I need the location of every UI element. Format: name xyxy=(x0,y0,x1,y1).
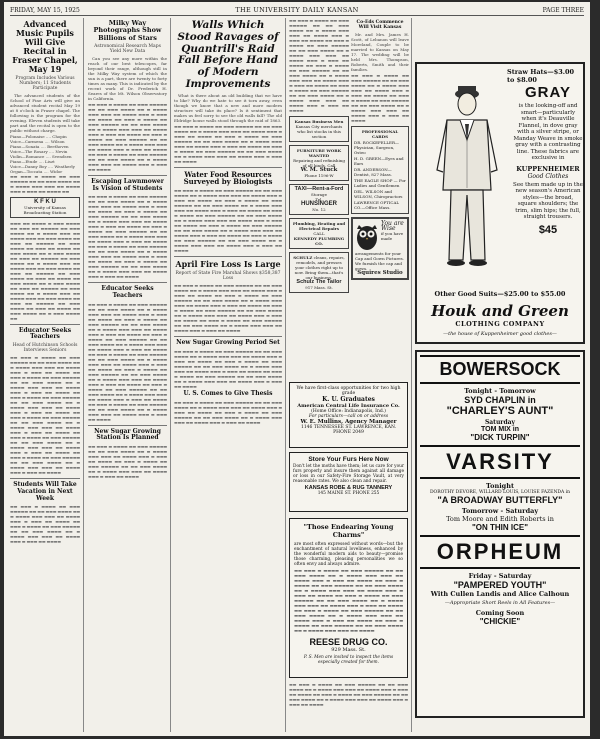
kfku-title: K F K U xyxy=(34,198,56,205)
professional-card: DR. ANDERSON—Dentist, 827 Mass. xyxy=(354,167,393,178)
filler-text: ▬▬ ▬▬▬ ▬ ▬▬▬▬ ▬▬ ▬▬▬ ▬▬▬▬▬ ▬▬ ▬▬ ▬▬▬ ▬▬▬▬ ▬▬ ▬ ▬▬▬▬ ▬▬▬ ▬▬▬ ▬▬ ▬▬▬▬ ▬▬▬ ▬ ▬▬▬ ▬▬ ▬▬▬▬ ▬▬ ▬▬▬ ▬ ▬▬▬▬ ▬▬ ▬▬▬ ▬▬▬▬▬ ▬▬ ▬▬ ▬▬▬ ▬▬▬▬ ▬▬ ▬ ▬▬▬▬ ▬▬▬ ▬▬▬ ▬▬ ▬▬▬▬ ▬▬▬ ▬ ▬▬▬ ▬▬ ▬▬▬▬ xyxy=(351,73,409,124)
column-rule xyxy=(411,18,412,732)
kuppenheimer-brand: KUPPENHEIMER xyxy=(516,164,580,173)
gray-headline: GRAY xyxy=(525,84,571,101)
theatre-ad: BOWERSOCK Tonight - Tomorrow SYD CHAPLIN in "CHARLEY'S AUNT" Saturday TOM MIX in "DICK TURPIN" VARSITY Tonight DOROTHY DEVORE, WILLARD LOUIS, LOUISE FAZENDA in "A BROADWAY BUTTERFLY" Tomorrow - Saturday Tom Moore and Edith Roberts in "ON THIN ICE" ORPHEUM Friday - Saturday "PAMPERED YOUTH" With Cullen Landis and Alice Calhoun —Appropriate Short Reels in All Features— Coming Soon "CHICKIE" xyxy=(415,350,585,718)
filler-text: ▬▬ ▬▬▬ ▬ ▬▬▬▬ ▬▬ ▬▬▬ ▬▬▬▬▬ ▬▬ ▬▬ ▬▬▬ ▬▬▬▬ ▬▬ ▬ ▬▬▬▬ ▬▬▬ ▬▬▬ ▬▬ ▬▬▬▬ ▬▬▬ ▬ ▬▬▬ ▬▬ ▬▬▬▬ ▬▬ ▬▬▬ ▬ ▬▬▬▬ ▬▬ ▬▬▬ ▬▬▬▬▬ ▬▬ ▬▬ ▬▬▬ ▬▬▬▬ ▬▬ ▬ ▬▬▬▬ ▬▬▬ ▬▬▬ ▬▬ ▬▬▬▬ ▬▬▬ ▬ ▬▬▬ ▬▬ ▬▬▬▬ ▬▬ ▬▬▬ ▬ ▬▬▬▬ ▬▬ ▬▬▬ ▬▬▬▬▬ ▬▬ ▬▬ ▬▬▬ ▬▬▬▬ ▬▬ ▬ ▬▬▬▬ ▬▬▬ ▬▬▬ ▬▬ ▬▬▬▬ ▬▬▬ ▬ ▬▬▬ ▬▬ ▬▬▬▬ ▬▬ ▬▬▬ ▬ ▬▬▬▬ ▬▬ ▬▬▬ ▬▬▬▬▬ ▬▬ ▬▬ ▬▬▬ ▬▬▬▬ ▬▬ ▬ ▬▬▬▬ ▬▬▬ ▬▬▬ ▬▬ ▬▬▬▬ ▬▬▬ ▬ ▬▬▬ ▬▬ ▬▬▬▬ ▬▬ ▬▬▬ ▬ ▬▬▬▬ ▬▬ ▬▬▬ ▬▬▬▬▬ ▬▬ ▬▬ ▬▬▬ ▬▬▬▬ ▬▬ ▬ ▬▬▬▬ ▬▬▬ ▬▬▬ ▬▬ ▬▬▬▬ ▬▬▬ ▬ ▬▬▬ ▬▬ ▬▬▬▬ xyxy=(174,188,282,254)
reese-drug-ad: "Those Endearing Young Charms" are most often expressed without words—but the enchantment of natural loveliness, enhanced by the wonderful modern aids to beauty—promise those charming, pleasing personalities we so often envy and always admire. ▬▬ ▬▬▬ ▬ ▬▬▬▬ ▬▬ ▬▬▬ ▬▬▬▬▬ ▬▬ ▬▬ ▬▬▬ ▬▬▬▬ ▬▬ ▬ ▬▬▬▬ ▬▬▬ ▬▬▬ ▬▬ ▬▬▬▬ ▬▬▬ ▬ ▬▬▬ ▬▬ ▬▬▬▬ ▬▬ ▬▬▬ ▬ ▬▬▬▬ ▬▬ ▬▬▬ ▬▬▬▬▬ ▬▬ ▬▬ ▬▬▬ ▬▬▬▬ ▬▬ ▬ ▬▬▬▬ ▬▬▬ ▬▬▬ ▬▬ ▬▬▬▬ ▬▬▬ ▬ ▬▬▬ ▬▬ ▬▬▬▬ ▬▬ ▬▬▬ ▬ ▬▬▬▬ ▬▬ ▬▬▬ ▬▬▬▬▬ ▬▬ ▬▬ ▬▬▬ ▬▬▬▬ ▬▬ ▬ ▬▬▬▬ ▬▬▬ ▬▬▬ ▬▬ ▬▬▬▬ ▬▬▬ ▬ ▬▬▬ ▬▬ ▬▬▬▬ ▬▬ ▬▬▬ ▬ ▬▬▬▬ ▬▬ ▬▬▬ ▬▬▬▬▬ ▬▬ ▬▬ ▬▬▬ ▬▬▬▬ ▬▬ ▬ ▬▬▬▬ ▬▬▬ ▬▬▬ ▬▬ ▬▬▬▬ ▬▬▬ ▬ ▬▬▬ ▬▬ ▬▬▬▬ ▬▬ ▬▬▬ ▬ ▬▬▬▬ ▬▬ ▬▬▬ ▬▬▬▬▬ ▬▬ ▬▬ ▬▬▬ ▬▬▬▬ ▬▬ ▬ ▬▬▬▬ ▬▬▬ ▬▬▬ ▬▬ ▬▬▬▬ REESE DRUG CO. 929 Mass. St. P. S. Men are invited to inspect the items especially created for them. xyxy=(289,518,408,678)
filler-text: ▬▬ ▬▬▬ ▬ ▬▬▬▬ ▬▬ ▬▬▬ ▬▬▬▬▬ ▬▬ ▬▬ ▬▬▬ ▬▬▬▬ ▬▬ ▬ ▬▬▬▬ ▬▬▬ ▬▬▬ ▬▬ ▬▬▬▬ ▬▬▬ ▬ ▬▬▬ ▬▬ ▬▬▬▬ ▬▬ ▬▬▬ ▬ ▬▬▬▬ ▬▬ ▬▬▬ ▬▬▬▬▬ ▬▬ ▬▬ ▬▬▬ ▬▬▬▬ ▬▬ ▬ ▬▬▬▬ ▬▬▬ ▬▬▬ ▬▬ ▬▬▬▬ ▬▬▬ ▬ ▬▬▬ ▬▬ ▬▬▬▬ ▬▬ ▬▬▬ ▬ ▬▬▬▬ ▬▬ ▬▬▬ ▬▬▬▬▬ ▬▬ ▬▬ ▬▬▬ ▬▬▬▬ ▬▬ ▬ ▬▬▬▬ ▬▬▬ ▬▬▬ ▬▬ ▬▬▬▬ ▬▬▬ ▬ ▬▬▬ ▬▬ ▬▬▬▬ ▬▬ ▬▬▬ ▬ ▬▬▬▬ ▬▬ ▬▬▬ ▬▬▬▬▬ ▬▬ ▬▬ ▬▬▬ ▬▬▬▬ ▬▬ ▬ ▬▬▬▬ ▬▬▬ ▬▬▬ ▬▬ ▬▬▬▬ ▬▬▬ ▬ ▬▬▬ ▬▬ ▬▬▬▬ xyxy=(289,18,349,113)
price: $45 xyxy=(538,223,558,236)
headline-thesis: U. S. Comes to Give Thesis xyxy=(183,389,273,397)
column-1 xyxy=(10,18,80,732)
professional-card: THE EAGLE SHOP — For Ladies and Gentlemen xyxy=(354,178,406,189)
schulz-ad: SCHULZ cleans, repairs, remodels, and presses your clothes right up to now. Bring them—that's our business. Schulz The Tailor 917 Mass. St. xyxy=(289,252,349,293)
filler-text: ▬▬ ▬▬▬ ▬ ▬▬▬▬ ▬▬ ▬▬▬ ▬▬▬▬▬ ▬▬ ▬▬ ▬▬▬ ▬▬▬▬ ▬▬ ▬ ▬▬▬▬ ▬▬▬ ▬▬▬ ▬▬ ▬▬▬▬ ▬▬▬ ▬ ▬▬▬ ▬▬ ▬▬▬▬ ▬▬ xyxy=(10,173,80,194)
program-item: Piano—Sonata .... Beethoven xyxy=(10,143,69,149)
filler-text: ▬▬ ▬▬▬ ▬ ▬▬▬▬ ▬▬ ▬▬▬ ▬▬▬▬▬ ▬▬ ▬▬ ▬▬▬ ▬▬▬▬ ▬▬ ▬ ▬▬▬▬ ▬▬▬ ▬▬▬ ▬▬ ▬▬▬▬ ▬▬▬ ▬ ▬▬▬ ▬▬ ▬▬▬▬ ▬▬ ▬▬▬ ▬ ▬▬▬▬ ▬▬ ▬▬▬ ▬▬▬▬▬ ▬▬ ▬▬ ▬▬▬ ▬▬▬▬ ▬▬ ▬ ▬▬▬▬ ▬▬▬ ▬▬▬ ▬▬ ▬▬▬▬ ▬▬▬ ▬ ▬▬▬ ▬▬ ▬▬▬▬ ▬▬ ▬▬▬ ▬ ▬▬▬▬ ▬▬ ▬▬▬ ▬▬▬▬▬ ▬▬ ▬▬ ▬▬▬ ▬▬▬▬ ▬▬ ▬ ▬▬▬▬ ▬▬▬ ▬▬▬ ▬▬ ▬▬▬▬ ▬▬▬ ▬ ▬▬▬ ▬▬ ▬▬▬▬ ▬▬ ▬▬▬ ▬ ▬▬▬▬ ▬▬ ▬▬▬ ▬▬▬▬▬ ▬▬ ▬▬ ▬▬▬ ▬▬▬▬ ▬▬ ▬ ▬▬▬▬ ▬▬▬ ▬▬▬ ▬▬ ▬▬▬▬ ▬▬▬ ▬ ▬▬▬ ▬▬ ▬▬▬▬ ▬▬ ▬▬▬ ▬ ▬▬▬▬ ▬▬ ▬▬▬ ▬▬▬▬▬ ▬▬ ▬▬ ▬▬▬ ▬▬▬▬ ▬▬ ▬ ▬▬▬▬ ▬▬▬ ▬▬▬ ▬▬ ▬▬▬▬ ▬▬▬ ▬ ▬▬▬ ▬▬ ▬▬▬▬ ▬▬ ▬▬▬ ▬ ▬▬▬▬ ▬▬ ▬▬▬ ▬▬▬▬▬ ▬▬ ▬▬ ▬▬▬ ▬▬▬▬ ▬▬ ▬ ▬▬▬▬ ▬▬▬ ▬▬▬ ▬▬ ▬▬▬▬ ▬▬▬ ▬ ▬▬▬ ▬▬ ▬▬▬▬ xyxy=(10,355,80,476)
masthead-page: PAGE THREE xyxy=(542,7,584,14)
gray-body: is the looking-off and smart—particularly when it's Deauville Flannel, in dove gray with a silver stripe, or Manday Weave in smoke gray with a contrasting line. These fabrics are exclusive in xyxy=(513,103,583,161)
headline-walls: Walls Which Stood Ravages of Quantrill's Raid Fall Before Hand of Modern Improvements xyxy=(177,19,279,90)
filler-text: ▬▬▬ ▬▬ ▬▬▬▬ ▬ ▬▬▬ ▬▬▬▬ ▬▬ ▬▬▬ ▬▬ ▬▬▬▬▬ ▬▬ ▬▬▬ ▬▬▬▬ ▬▬ ▬ ▬▬▬▬ ▬▬▬ ▬▬ ▬▬▬▬ ▬▬▬ ▬▬ ▬▬▬ ▬▬▬▬ ▬▬ ▬▬▬ ▬▬ ▬▬▬▬▬ ▬▬ ▬▬▬ ▬▬▬▬ ▬▬ ▬▬▬ ▬▬ ▬▬▬▬ ▬▬ ▬▬▬ ▬▬▬▬ ▬▬ ▬ ▬▬▬ ▬▬▬▬ ▬▬ ▬▬▬ ▬▬ ▬▬▬▬▬ ▬▬ ▬▬▬ ▬▬▬▬ ▬▬ ▬ ▬▬▬▬ ▬▬▬ ▬▬ ▬▬▬▬ ▬▬▬ ▬▬ ▬▬▬ ▬▬▬▬ ▬▬ ▬▬▬ ▬▬ ▬▬▬▬▬ ▬▬ ▬▬▬ ▬▬▬▬ ▬▬ ▬▬▬ ▬▬ ▬▬▬▬ ▬▬ ▬▬▬ ▬▬▬▬ ▬▬ ▬ ▬▬▬ ▬▬▬▬ ▬▬ ▬▬▬ ▬▬ ▬▬▬▬▬ ▬▬ ▬▬▬ ▬▬▬▬ ▬▬ ▬ ▬▬▬▬ ▬▬▬ ▬▬ ▬▬▬▬ ▬▬▬ ▬▬ ▬▬▬ ▬▬▬▬ ▬▬ ▬▬▬ ▬▬ ▬▬▬▬▬ ▬▬ ▬▬▬ ▬▬▬▬ ▬▬ ▬▬▬ ▬▬ ▬▬▬▬ ▬▬ ▬▬▬ ▬▬▬▬ ▬▬ ▬ ▬▬▬ ▬▬▬▬ ▬▬ xyxy=(10,220,80,321)
professional-cards-list xyxy=(354,140,406,210)
filler-text: ▬▬ ▬▬▬ ▬ ▬▬▬▬ ▬▬ ▬▬▬ ▬▬▬▬▬ ▬▬ ▬▬ ▬▬▬ ▬▬▬▬ ▬▬ ▬ ▬▬▬▬ ▬▬▬ ▬▬▬ ▬▬ ▬▬▬▬ ▬▬▬ ▬ ▬▬▬ ▬▬ ▬▬▬▬ ▬▬ ▬▬▬ ▬ ▬▬▬▬ ▬▬ ▬▬▬ ▬▬▬▬▬ ▬▬ ▬▬ ▬▬▬ ▬▬▬▬ ▬▬ ▬ ▬▬▬▬ ▬▬▬ ▬▬▬ ▬▬ ▬▬▬▬ ▬▬▬ ▬ ▬▬▬ ▬▬ ▬▬▬▬ xyxy=(10,504,80,545)
filler-text: ▬▬ ▬▬▬ ▬ ▬▬▬▬ ▬▬ ▬▬▬ ▬▬▬▬▬ ▬▬ ▬▬ ▬▬▬ ▬▬▬▬ ▬▬ ▬ ▬▬▬▬ ▬▬▬ ▬▬▬ ▬▬ ▬▬▬▬ ▬▬▬ ▬ ▬▬▬ ▬▬ ▬▬▬▬ ▬▬ ▬▬▬ ▬ ▬▬▬▬ ▬▬ ▬▬▬ ▬▬▬▬▬ ▬▬ ▬▬ ▬▬▬ ▬▬▬▬ ▬▬ ▬ ▬▬▬▬ ▬▬▬ ▬▬▬ ▬▬ ▬▬▬▬ ▬▬▬ ▬ ▬▬▬ ▬▬ ▬▬▬▬ xyxy=(88,444,167,480)
professional-card: H. D. GREEN—Eyes and Ears xyxy=(354,156,404,167)
filler-text: ▬▬ ▬▬▬ ▬ ▬▬▬▬ ▬▬ ▬▬▬ ▬▬▬▬▬ ▬▬ ▬▬ ▬▬▬ ▬▬▬▬ ▬▬ ▬ ▬▬▬▬ ▬▬▬ ▬▬▬ ▬▬ ▬▬▬▬ ▬▬▬ ▬ ▬▬▬ ▬▬ ▬▬▬▬ ▬▬ ▬▬▬ ▬ ▬▬▬▬ ▬▬ ▬▬▬ ▬▬▬▬▬ ▬▬ ▬▬ ▬▬▬ ▬▬▬▬ ▬▬ ▬ ▬▬▬▬ ▬▬▬ ▬▬▬ ▬▬ ▬▬▬▬ ▬▬▬ ▬ ▬▬▬ ▬▬ ▬▬▬▬ ▬▬ ▬▬▬ ▬ ▬▬▬▬ ▬▬ ▬▬▬ ▬▬▬▬▬ ▬▬ ▬▬ ▬▬▬ ▬▬▬▬ ▬▬ ▬ ▬▬▬▬ ▬▬▬ ▬▬▬ ▬▬ ▬▬▬▬ ▬▬▬ ▬ ▬▬▬ ▬▬ ▬▬▬▬ ▬▬ ▬▬▬ ▬ ▬▬▬▬ ▬▬ ▬▬▬ ▬▬▬▬▬ ▬▬ ▬▬ ▬▬▬ ▬▬▬▬ ▬▬ ▬ ▬▬▬▬ ▬▬▬ ▬▬▬ ▬▬ ▬▬▬▬ ▬▬▬ ▬ ▬▬▬ ▬▬ ▬▬▬▬ ▬▬ ▬▬▬ ▬ ▬▬▬▬ ▬▬ ▬▬▬ ▬▬▬▬▬ ▬▬ ▬▬ ▬▬▬ ▬▬▬▬ ▬▬ ▬ ▬▬▬▬ ▬▬▬ ▬▬▬ ▬▬ ▬▬▬▬ xyxy=(294,569,403,634)
article-text: Can you see any more within the reach of our best telescopes, far beyond their range, although still in the Milky Way system of which the sun is a part, there are twenty to forty times as many. This is indicated by the recent work of Dr. Frederick H. Seares of the Mt. Wilson Observatory in California. xyxy=(88,55,167,101)
headline-educator: Educator Seeks Teachers xyxy=(101,285,154,299)
gray-body-2: See them made up in the new season's American styles—the broad, square shoulders; the trim, slim hips; the full, straight trousers. xyxy=(513,181,583,220)
insurance-ad: We have first-class opportunities for two high grade K. U. Graduates American Central Life Insurance Co. (Home Office: Indianapolis, Ind.) For particulars—call on or address W. E. Mullins, Agency Manager 1146 TENNESSEE ST. LAWRENCE, KAN. PHONE 2049 xyxy=(289,382,408,448)
headline-sugar-station: New Sugar Growing Station Is Planned xyxy=(94,427,161,442)
store-sub: CLOTHING COMPANY xyxy=(455,320,545,328)
other-suits: Other Good Suits—$25.00 to $55.00 xyxy=(434,290,566,298)
straw-hats-line: Straw Hats—$3.00 to $8.00 xyxy=(507,68,575,84)
orpheum-banner: ORPHEUM xyxy=(420,535,580,569)
article-text: The advanced students of the School of Fine Arts will give an advanced student recital May 19 at 8 o'clock in Fraser chapel. The following is the program for the evening. Eleven students will take part and the recital is open to the public without charge. xyxy=(10,92,80,133)
subhead-fire-loss: Report of State Fire Marshal Shows $358,387 Loss xyxy=(175,271,281,282)
column-rule xyxy=(285,18,286,732)
owl-icon xyxy=(355,221,379,251)
headline-sugar-period: New Sugar Growing Period Set xyxy=(176,339,280,347)
masthead-date: FRIDAY, MAY 15, 1925 xyxy=(10,7,80,14)
plumbing-ad: Plumbing, Heating and Electrical Repairs CALL KENNEDY PLUMBING CO. xyxy=(289,218,349,249)
program-list xyxy=(10,134,80,174)
headline-teachers: Educator Seeks Teachers xyxy=(18,326,72,341)
store-name: Houk and Green xyxy=(431,302,569,320)
varsity-banner: VARSITY xyxy=(420,445,580,479)
kfku-box xyxy=(10,197,80,218)
column-rule xyxy=(83,18,84,732)
subhead-recital: Program Includes Various Numbers; 11 Students Participate xyxy=(15,75,75,91)
program-item: Organ—Toccata .... Widor xyxy=(10,168,63,174)
column-2 xyxy=(88,18,167,732)
houk-green-clothing-ad xyxy=(415,62,585,344)
man-in-suit-illustration xyxy=(425,80,509,270)
program-item: Violin—Romance .... Svendsen xyxy=(10,153,72,159)
taxi-ad: TAXI—Rent-a-Ford Storage Tel. HUNSINGER No. 12 xyxy=(289,184,349,215)
headline-coeds: Co-Eds Commence Will Visit Kansas xyxy=(356,20,404,31)
furniture-ad: FURNITURE WORK WANTED Repairing and refinishing of all kinds. Call W. M. Stuck Phone 1196-W xyxy=(289,145,349,181)
kuppenheimer-sub: Good Clothes xyxy=(527,172,569,180)
program-item: Piano—Etude .... Liszt xyxy=(10,158,55,164)
filler-text: ▬▬ ▬▬▬ ▬ ▬▬▬▬ ▬▬ ▬▬▬ ▬▬▬▬▬ ▬▬ ▬▬ ▬▬▬ ▬▬▬▬ ▬▬ ▬ ▬▬▬▬ ▬▬▬ ▬▬▬ ▬▬ ▬▬▬▬ ▬▬▬ ▬ ▬▬▬ ▬▬ ▬▬▬▬ ▬▬ ▬▬▬ ▬ ▬▬▬▬ ▬▬ ▬▬▬ ▬▬▬▬▬ ▬▬ ▬▬ ▬▬▬ ▬▬▬▬ ▬▬ ▬ ▬▬▬▬ ▬▬▬ ▬▬▬ ▬▬ ▬▬▬▬ ▬▬▬ ▬ ▬▬▬ ▬▬ ▬▬▬▬ ▬▬ ▬▬▬ ▬ ▬▬▬▬ ▬▬ ▬▬▬ ▬▬▬▬▬ ▬▬ ▬▬ ▬▬▬ ▬▬▬▬ ▬▬ ▬ ▬▬▬▬ ▬▬▬ ▬▬▬ ▬▬ ▬▬▬▬ ▬▬▬ ▬ ▬▬▬ ▬▬ ▬▬▬▬ xyxy=(174,348,282,389)
kfku-line: University of Kansas Broadcasting Station xyxy=(23,204,67,215)
filler-text: ▬▬ ▬▬▬ ▬ ▬▬▬▬ ▬▬ ▬▬▬ ▬▬▬▬▬ ▬▬ ▬▬ ▬▬▬ ▬▬▬▬ ▬▬ ▬ ▬▬▬▬ ▬▬▬ ▬▬▬ ▬▬ ▬▬▬▬ ▬▬▬ ▬ ▬▬▬ ▬▬ ▬▬▬▬ ▬▬ ▬▬▬ ▬ ▬▬▬▬ ▬▬ ▬▬▬ ▬▬▬▬▬ ▬▬ ▬▬ ▬▬▬ ▬▬▬▬ ▬▬ ▬ ▬▬▬▬ ▬▬▬ ▬▬▬ ▬▬ ▬▬▬▬ ▬▬▬ ▬ ▬▬▬ ▬▬ ▬▬▬▬ ▬▬ ▬▬▬ ▬ ▬▬▬▬ ▬▬ ▬▬▬ ▬▬▬▬▬ ▬▬ ▬▬ ▬▬▬ ▬▬▬▬ ▬▬ ▬ ▬▬▬▬ ▬▬▬ ▬▬▬ ▬▬ ▬▬▬▬ ▬▬▬ ▬ ▬▬▬ ▬▬ ▬▬▬▬ ▬▬ ▬▬▬ ▬ ▬▬▬▬ ▬▬ ▬▬▬ ▬▬▬▬▬ ▬▬ ▬▬ ▬▬▬ ▬▬▬▬ ▬▬ ▬ ▬▬▬▬ ▬▬▬ ▬▬▬ ▬▬ ▬▬▬▬ ▬▬▬ ▬ ▬▬▬ ▬▬ ▬▬▬▬ ▬▬ ▬▬▬ ▬ ▬▬▬▬ ▬▬ ▬▬▬ ▬▬▬▬▬ ▬▬ ▬▬ ▬▬▬ ▬▬▬▬ ▬▬ ▬ ▬▬▬▬ ▬▬▬ ▬▬▬ ▬▬ ▬▬▬▬ ▬▬▬ ▬ ▬▬▬ ▬▬ ▬▬▬▬ xyxy=(88,194,167,280)
professional-cards: PROFESSIONAL CARDS DR. ROCKEFELLER—Physician, Surgeon, Osteo H. D. GREEN—Eyes and Ears DR. ANDERSON—Dentist, 827 Mass. THE EAGLE SHOP — For Ladies and Gentlemen DEL. WILSON and WILSON, Chiropractors LAWRENCE OPTICAL CO.—Office Mass. xyxy=(351,126,409,214)
bowersock-banner: BOWERSOCK xyxy=(420,355,580,384)
headline-water-food: Water Food Resources Surveyed by Biologists xyxy=(183,169,273,187)
kansas-business-ad: Kansas Business Men Kansas City merchants who list stocks in this section xyxy=(289,116,349,142)
newspaper-page xyxy=(4,2,590,736)
filler-text: ▬▬ ▬▬▬ ▬ ▬▬▬▬ ▬▬ ▬▬▬ ▬▬▬▬▬ ▬▬ ▬▬ ▬▬▬ ▬▬▬▬ ▬▬ ▬ ▬▬▬▬ ▬▬▬ ▬▬▬ ▬▬ ▬▬▬▬ ▬▬▬ ▬ ▬▬▬ ▬▬ ▬▬▬▬ ▬▬ ▬▬▬ ▬ ▬▬▬▬ ▬▬ ▬▬▬ ▬▬▬▬▬ ▬▬ ▬▬ ▬▬▬ ▬▬▬▬ ▬▬ ▬ ▬▬▬▬ ▬▬▬ ▬▬▬ ▬▬ ▬▬▬▬ ▬▬▬ ▬ ▬▬▬ ▬▬ ▬▬▬▬ xyxy=(289,682,408,707)
filler-text: ▬▬ ▬▬▬ ▬ ▬▬▬▬ ▬▬ ▬▬▬ ▬▬▬▬▬ ▬▬ ▬▬ ▬▬▬ ▬▬▬▬ ▬▬ ▬ ▬▬▬▬ ▬▬▬ ▬▬▬ ▬▬ ▬▬▬▬ ▬▬▬ ▬ ▬▬▬ ▬▬ ▬▬▬▬ ▬▬ ▬▬▬ ▬ ▬▬▬▬ ▬▬ ▬▬▬ ▬▬▬▬▬ ▬▬ ▬▬ ▬▬▬ ▬▬▬▬ ▬▬ ▬ ▬▬▬▬ ▬▬▬ ▬▬▬ ▬▬ ▬▬▬▬ ▬▬▬ ▬ ▬▬▬ ▬▬ ▬▬▬▬ ▬▬ ▬▬▬ ▬ ▬▬▬▬ ▬▬ ▬▬▬ ▬▬▬▬▬ ▬▬ ▬▬ ▬▬▬ ▬▬▬▬ ▬▬ ▬ ▬▬▬▬ ▬▬▬ ▬▬▬ ▬▬ ▬▬▬▬ ▬▬▬ ▬ ▬▬▬ ▬▬ ▬▬▬▬ ▬▬ ▬▬▬ ▬ ▬▬▬▬ ▬▬ ▬▬▬ ▬▬▬▬▬ ▬▬ ▬▬ ▬▬▬ ▬▬▬▬ ▬▬ ▬ ▬▬▬▬ ▬▬▬ ▬▬▬ ▬▬ ▬▬▬▬ ▬▬▬ ▬ ▬▬▬ ▬▬ ▬▬▬▬ xyxy=(174,283,282,334)
column-4 xyxy=(289,18,349,318)
program-item: Voice—The Rosary .... Nevin xyxy=(10,148,68,154)
professional-card: LAWRENCE OPTICAL CO.—Office Mass. xyxy=(354,200,400,211)
filler-text: ▬▬ ▬▬▬ ▬ ▬▬▬▬ ▬▬ ▬▬▬ ▬▬▬▬▬ ▬▬ ▬▬ ▬▬▬ ▬▬▬▬ ▬▬ ▬ ▬▬▬▬ ▬▬▬ ▬▬▬ ▬▬ ▬▬▬▬ ▬▬▬ ▬ ▬▬▬ ▬▬ ▬▬▬▬ ▬▬ ▬▬▬ ▬ ▬▬▬▬ ▬▬ ▬▬▬ ▬▬▬▬▬ ▬▬ ▬▬ ▬▬▬ ▬▬▬▬ ▬▬ ▬ ▬▬▬▬ ▬▬▬ ▬▬▬ ▬▬ ▬▬▬▬ ▬▬▬ ▬ ▬▬▬ ▬▬ ▬▬▬▬ ▬▬ ▬▬▬ ▬ ▬▬▬▬ ▬▬ ▬▬▬ ▬▬▬▬▬ ▬▬ ▬▬ ▬▬▬ ▬▬▬▬ ▬▬ ▬ ▬▬▬▬ ▬▬▬ ▬▬▬ ▬▬ ▬▬▬▬ ▬▬▬ ▬ ▬▬▬ ▬▬ ▬▬▬▬ ▬▬ ▬▬▬ ▬ ▬▬▬▬ ▬▬ ▬▬▬ ▬▬▬▬▬ ▬▬ ▬▬ ▬▬▬ ▬▬▬▬ ▬▬ ▬ ▬▬▬▬ ▬▬▬ ▬▬▬ ▬▬ ▬▬▬▬ ▬▬▬ ▬ ▬▬▬ ▬▬ ▬▬▬▬ ▬▬ ▬▬▬ ▬ ▬▬▬▬ ▬▬ ▬▬▬ ▬▬▬▬▬ ▬▬ ▬▬ ▬▬▬ ▬▬▬▬ ▬▬ ▬ ▬▬▬▬ ▬▬▬ ▬▬▬ ▬▬ ▬▬▬▬ ▬▬▬ ▬ ▬▬▬ ▬▬ ▬▬▬▬ ▬▬ ▬▬▬ ▬ ▬▬▬▬ ▬▬ ▬▬▬ ▬▬▬▬▬ ▬▬ ▬▬ ▬▬▬ ▬▬▬▬ ▬▬ ▬ ▬▬▬▬ ▬▬▬ ▬▬▬ ▬▬ ▬▬▬▬ ▬▬▬ ▬ ▬▬▬ ▬▬ ▬▬▬▬ ▬▬ ▬▬▬ ▬ ▬▬▬▬ ▬▬ ▬▬▬ ▬▬▬▬▬ ▬▬ ▬▬ ▬▬▬ ▬▬▬▬ ▬▬ ▬ ▬▬▬▬ ▬▬▬ ▬▬▬ ▬▬ ▬▬▬▬ ▬▬▬ ▬ ▬▬▬ ▬▬ ▬▬▬▬ xyxy=(88,301,167,422)
filler-text: ▬▬ ▬▬▬ ▬ ▬▬▬▬ ▬▬ ▬▬▬ ▬▬▬▬▬ ▬▬ ▬▬ ▬▬▬ ▬▬▬▬ ▬▬ ▬ ▬▬▬▬ ▬▬▬ ▬▬▬ ▬▬ ▬▬▬▬ ▬▬▬ ▬ ▬▬▬ ▬▬ ▬▬▬▬ ▬▬ ▬▬▬ ▬ ▬▬▬▬ ▬▬ ▬▬▬ ▬▬▬▬▬ ▬▬ ▬▬ ▬▬▬ ▬▬▬▬ ▬▬ ▬ ▬▬▬▬ ▬▬▬ ▬▬▬ ▬▬ ▬▬▬▬ ▬▬▬ ▬ ▬▬▬ ▬▬ ▬▬▬▬ ▬▬ ▬▬▬ ▬ ▬▬▬▬ ▬▬ ▬▬▬ ▬▬▬▬▬ ▬▬ ▬▬ ▬▬▬ ▬▬▬▬ ▬▬ ▬ ▬▬▬▬ ▬▬▬ ▬▬▬ ▬▬ ▬▬▬▬ ▬▬▬ ▬ ▬▬▬ ▬▬ ▬▬▬▬ ▬▬ ▬▬▬ ▬ ▬▬▬▬ ▬▬ ▬▬▬ ▬▬▬▬▬ ▬▬ ▬▬ ▬▬▬ ▬▬▬▬ ▬▬ ▬ ▬▬▬▬ ▬▬▬ ▬▬▬ ▬▬ ▬▬▬▬ ▬▬▬ ▬ ▬▬▬ ▬▬ ▬▬▬▬ xyxy=(88,101,167,172)
professional-card: DR. ROCKEFELLER—Physician, Surgeon, Osteo xyxy=(354,140,399,156)
professional-card: DEL. WILSON and WILSON, Chiropractors xyxy=(354,189,403,200)
subhead-teachers: Head of Hutchinson Schools Interviews Seniors xyxy=(12,343,78,354)
masthead xyxy=(10,6,584,16)
column-5 xyxy=(351,18,409,318)
column-4-bottom xyxy=(289,682,408,732)
column-rule xyxy=(170,18,171,732)
article-text: Mr. and Mrs. James H. Scott, of Lebanon will leave Moreland, Couple to be married to Kansas on May 17. The wedding will be held Mrs. Thompson, Roberts, Smith and their families. xyxy=(351,32,409,73)
fur-storage-ad: Store Your Furs Here Now Don't let the moths have them; let us care for your furs properly and insure them against all damage or loss in our Safety-Fire Storage Vault, at very reasonable rates. We also clean and repair. KANSAS ROBE & RUG TANNERY 145 MAINE ST. PHONE 255 xyxy=(289,452,408,512)
squires-studio-ad: You are Wise if you have made arrangements for your Cap and Gown Pictures. We furnish the cap and gown. Squires Studio xyxy=(351,217,409,280)
headline-recital: Advanced Music Pupils Will Give Recital in Fraser Chapel, May 19 xyxy=(12,19,78,74)
program-item: Voice—Danny Boy .... Weatherly xyxy=(10,163,75,169)
headline-milky-way: Milky Way Photographs Show Billions of Stars xyxy=(93,19,162,42)
headline-vacation: Students Will Take Vacation in Next Week xyxy=(13,481,77,502)
headline-fire-loss: April Fire Loss Is Large xyxy=(175,259,281,270)
store-tagline: —the house of Kuppenheimer good clothes— xyxy=(443,331,557,337)
article-text: What is there about an old building that we have to like? Why do we hate to see it torn away, even though we know that a new and more modern structure will take its place? Is it sentiment that makes us feel sorry to see the old walls fall? The old Eldridge house walls stood through the raid of 1863. xyxy=(174,92,282,123)
program-item: Voice—Carmena .... Wilson xyxy=(10,138,65,144)
filler-text: ▬▬ ▬▬▬ ▬ ▬▬▬▬ ▬▬ ▬▬▬ ▬▬▬▬▬ ▬▬ ▬▬ ▬▬▬ ▬▬▬▬ ▬▬ ▬ ▬▬▬▬ ▬▬▬ ▬▬▬ ▬▬ ▬▬▬▬ ▬▬▬ ▬ ▬▬▬ ▬▬ ▬▬▬▬ ▬▬ ▬▬▬ ▬ ▬▬▬▬ ▬▬ ▬▬▬ ▬▬▬▬▬ ▬▬ ▬▬ ▬▬▬ ▬▬▬▬ ▬▬ ▬ ▬▬▬▬ ▬▬▬ ▬▬▬ ▬▬ ▬▬▬▬ ▬▬▬ ▬ ▬▬▬ ▬▬ ▬▬▬▬ ▬▬ ▬▬▬ ▬ ▬▬▬▬ ▬▬ ▬▬▬ ▬▬▬▬▬ ▬▬ ▬▬ ▬▬▬ ▬▬▬▬ ▬▬ ▬ ▬▬▬▬ ▬▬▬ ▬▬▬ ▬▬ ▬▬▬▬ ▬▬▬ ▬ ▬▬▬ ▬▬ ▬▬▬▬ xyxy=(174,123,282,164)
subhead-milky-way: Astronomical Research Maps Yield New Data xyxy=(94,43,161,54)
program-item: Piano—Polonaise .... Chopin xyxy=(10,133,67,139)
column-3 xyxy=(174,18,282,732)
filler-text: ▬▬ ▬▬▬ ▬ ▬▬▬▬ ▬▬ ▬▬▬ ▬▬▬▬▬ ▬▬ ▬▬ ▬▬▬ ▬▬▬▬ ▬▬ ▬ ▬▬▬▬ ▬▬▬ ▬▬▬ ▬▬ ▬▬▬▬ ▬▬▬ ▬ ▬▬▬ ▬▬ ▬▬▬▬ ▬▬ ▬▬▬ ▬ ▬▬▬▬ ▬▬ ▬▬▬ ▬▬▬▬▬ ▬▬ ▬▬ ▬▬▬ ▬▬▬▬ ▬▬ ▬ ▬▬▬▬ ▬▬▬ ▬▬▬ ▬▬ ▬▬▬▬ ▬▬▬ ▬ ▬▬▬ ▬▬ ▬▬▬▬ xyxy=(174,399,282,425)
headline-lawnmower: Escaping Lawnmower Is Vision of Students xyxy=(91,177,164,192)
masthead-title: THE UNIVERSITY DAILY KANSAN xyxy=(235,6,359,14)
